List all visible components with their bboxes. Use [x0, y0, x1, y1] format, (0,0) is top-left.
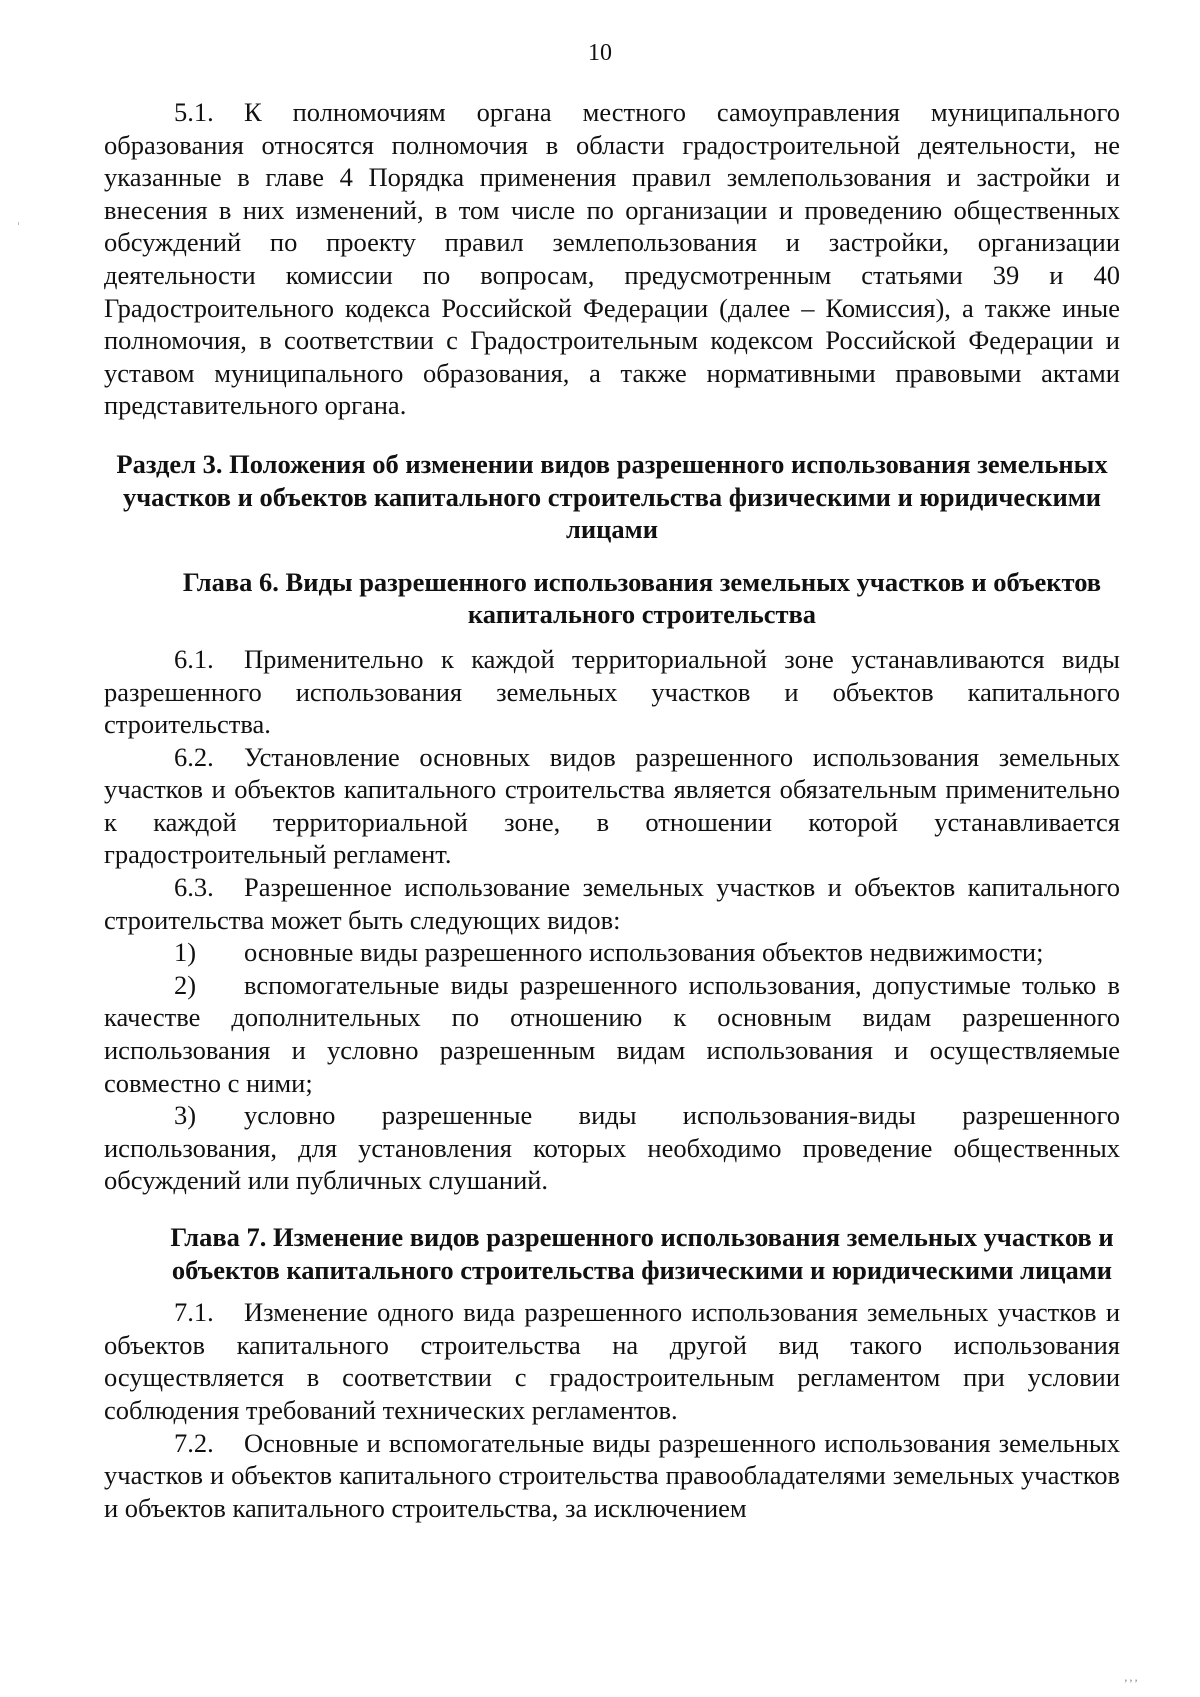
paragraph-5-1	[104, 96, 1120, 422]
paragraph-6-1	[104, 643, 1120, 741]
scan-margin-mark	[18, 222, 19, 225]
paragraph-number: 6.3.	[174, 872, 214, 903]
paragraph-7-2	[104, 1427, 1120, 1525]
paragraph-text: Разрешенное использование земельных участков и объектов капитального строительства может быть следующих видов:	[104, 872, 1120, 935]
paragraph-text: Изменение одного вида разрешенного использования земельных участков и объектов капитального строительства на другой вид такого использования осуществляется в соответствии с градостроительным регламентом при условии соблюдения требований технических регламентов.	[104, 1297, 1120, 1425]
paragraph-number: 7.1.	[174, 1297, 214, 1328]
page-number: 10	[588, 40, 612, 66]
list-item-text: условно разрешенные виды использования-виды разрешенного использования, для установления которых необходимо проведение общественных обсуждений или публичных слушаний.	[104, 1100, 1120, 1196]
paragraph-text: Установление основных видов разрешенного использования земельных участков и объектов капитального строительства является обязательным применительно к каждой территориальной зоне, в отношении которой устанавливается градостроительный регламент.	[104, 741, 1120, 870]
paragraph-7-1	[104, 1296, 1120, 1426]
paragraph-text: Основные и вспомогательные виды разрешенного использования земельных участков и объектов капитального строительства правообладателями земельных участков и объектов капитального строительства, за исключением	[104, 1427, 1120, 1523]
list-item-2	[104, 969, 1120, 1099]
list-item-number: 1)	[174, 937, 197, 968]
list-item-number: 2)	[174, 969, 197, 1000]
list-item-text: основные виды разрешенного использования объектов недвижимости;	[244, 937, 1044, 968]
paragraph-number: 6.1.	[174, 643, 214, 674]
scan-corner-mark: ’’’	[1123, 1676, 1140, 1690]
list-item-text: вспомогательные виды разрешенного использования, допустимые только в качестве дополнительных по отношению к основным видам разрешенного использования и условно разрешенным видам использования и осуществляемые совместно с ними;	[104, 969, 1120, 1098]
paragraph-6-2	[104, 741, 1120, 871]
list-item-3	[104, 1099, 1120, 1197]
list-item-number: 3)	[174, 1100, 197, 1131]
paragraph-number: 7.2.	[174, 1427, 214, 1458]
paragraph-text: К полномочиям органа местного самоуправления муниципального образования относятся полномочия в области градостроительной деятельности, не указанные в главе 4 Порядка применения правил землепользования и застройки и внесения в них изменений, в том числе по организации и проведению общественных обсуждений по проекту правил землепользования и застройки, организации деятельности комиссии по вопросам, предусмотренным статьями 39 и 40 Градостроительного кодекса Российской Федерации (далее – Комиссия), а также иные полномочия, в соответствии с Градостроительным кодексом Российской Федерации и уставом муниципального образования, а также нормативными правовыми актами представительного органа.	[104, 97, 1120, 421]
section-3-heading: Раздел 3. Положения об изменении видов разрешенного использования земельных участков и объектов капитального строительства физическими и юридическими лицами	[116, 448, 1108, 545]
paragraph-number: 6.2.	[174, 741, 214, 772]
paragraph-text: Применительно к каждой территориальной зоне устанавливаются виды разрешенного использования земельных участков и объектов капитального строительства.	[104, 643, 1120, 740]
chapter-6-heading: Глава 6. Виды разрешенного использования земельных участков и объектов капитального строительства	[182, 566, 1102, 630]
paragraph-6-3	[104, 871, 1120, 936]
chapter-7-heading: Глава 7. Изменение видов разрешенного использования земельных участков и объектов капитального строительства физическими и юридическими лицами	[170, 1222, 1114, 1285]
list-item-1	[104, 936, 1120, 969]
document-body	[104, 96, 1120, 1524]
paragraph-number: 5.1.	[174, 97, 214, 127]
